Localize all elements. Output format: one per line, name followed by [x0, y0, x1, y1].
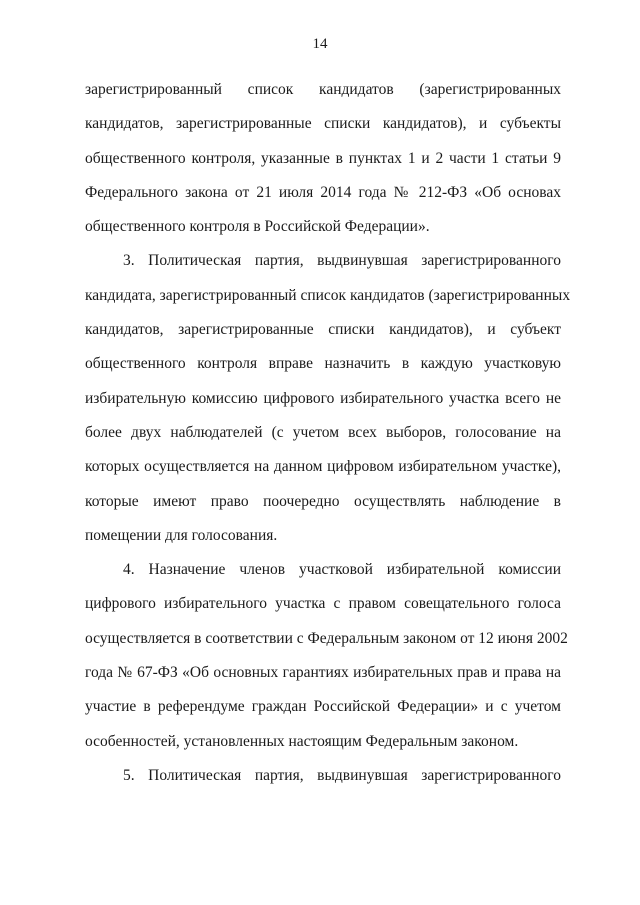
text-line: 4. Назначение членов участковой избирательной комиссии — [123, 561, 561, 579]
text-line: общественного контроля вправе назначить в каждую участковую — [85, 355, 561, 373]
text-line: кандидатов, зарегистрированные списки кандидатов), и субъекты — [85, 115, 561, 133]
text-line: Федерального закона от 21 июля 2014 года № 212-ФЗ «Об основах — [85, 183, 561, 201]
document-body — [85, 73, 571, 793]
paragraph-p-3 — [85, 244, 571, 553]
text-line: осуществляется в соответствии с Федеральным законом от 12 июня 2002 — [85, 629, 568, 647]
text-line: помещении для голосования. — [85, 526, 278, 544]
text-line: более двух наблюдателей (с учетом всех выборов, голосование на — [85, 423, 561, 441]
paragraph-p-cont — [85, 73, 561, 244]
paragraph-p-4 — [85, 553, 568, 759]
text-line: особенностей, установленных настоящим Федеральным законом. — [85, 732, 519, 750]
text-line: участие в референдуме граждан Российской Федерации» и с учетом — [85, 698, 561, 716]
text-line: кандидата, зарегистрированный список кандидатов (зарегистрированных — [85, 286, 571, 304]
text-line: которых осуществляется на данном цифровом избирательном участке), — [85, 458, 561, 476]
text-line: кандидатов, зарегистрированные списки кандидатов), и субъект — [85, 321, 561, 339]
text-line: 3. Политическая партия, выдвинувшая зарегистрированного — [123, 252, 561, 270]
page-number: 14 — [312, 36, 328, 52]
text-line: избирательную комиссию цифрового избирательного участка всего не — [85, 389, 561, 407]
text-line: зарегистрированный список кандидатов (зарегистрированных — [85, 81, 561, 98]
text-line: 5. Политическая партия, выдвинувшая зарегистрированного — [123, 766, 561, 784]
paragraph-p-5 — [85, 759, 561, 793]
text-line: общественного контроля в Российской Федерации». — [85, 218, 430, 236]
text-line: года № 67-ФЗ «Об основных гарантиях избирательных прав и права на — [85, 664, 561, 682]
text-line: цифрового избирательного участка с правом совещательного голоса — [85, 595, 561, 613]
text-line: которые имеют право поочередно осуществлять наблюдение в — [85, 492, 561, 510]
text-line: общественного контроля, указанные в пунктах 1 и 2 части 1 статьи 9 — [85, 149, 561, 167]
